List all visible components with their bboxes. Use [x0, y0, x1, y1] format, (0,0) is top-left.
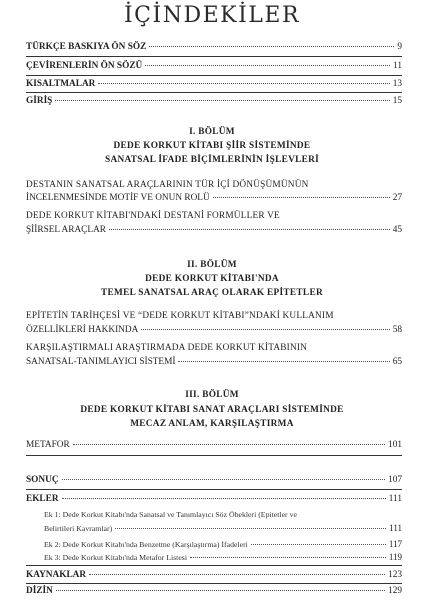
- toc-label: GİRİŞ: [26, 96, 53, 106]
- divider: [26, 583, 402, 584]
- toc-label: EKLER: [26, 494, 59, 504]
- toc-label: ÖZELLİKLERİ HAKKINDA: [26, 325, 139, 335]
- toc-entry-references[interactable]: [26, 570, 402, 581]
- toc-label: ŞİİRSEL ARAÇLAR: [26, 225, 106, 235]
- dot-leader: [62, 498, 386, 499]
- part-title-line: DEDE KORKUT KİTABI SANAT ARAÇLARI SİSTEMİNDE: [80, 405, 344, 415]
- toc-entry-index[interactable]: [26, 586, 402, 597]
- divider: [26, 56, 402, 57]
- dot-leader: [73, 444, 385, 445]
- toc-page-number: 58: [392, 325, 402, 335]
- toc-entry-line: EPİTETİN TARİHÇESİ VE “DEDE KORKUT KİTABI”NDAKİ KULLANIM: [26, 311, 334, 321]
- toc-page-number: 129: [388, 586, 402, 596]
- toc-entry-abbreviations[interactable]: [26, 79, 402, 90]
- toc-label: METAFOR: [26, 440, 70, 450]
- dot-leader: [55, 100, 389, 101]
- toc-label: İNCELENMESİNDE MOTİF VE ONUN ROLÜ: [26, 193, 210, 203]
- toc-entry-line: DESTANIN SANATSAL ARAÇLARININ TÜR İÇİ DÖNÜŞÜMÜNÜN: [26, 180, 309, 190]
- toc-page-number: 117: [388, 539, 402, 549]
- toc-entry-descriptive-system[interactable]: [26, 357, 402, 368]
- toc-page-number: 123: [388, 570, 402, 580]
- dot-leader: [149, 46, 394, 47]
- dot-leader: [56, 590, 385, 591]
- toc-entry-conclusion[interactable]: [26, 475, 402, 486]
- toc-page-number: 111: [388, 494, 402, 504]
- dot-leader: [89, 574, 385, 575]
- part-title-line: DEDE KORKUT KİTABI'NDA: [145, 274, 279, 284]
- part-heading: II. BÖLÜM: [187, 260, 237, 270]
- toc-entry-formulas[interactable]: [26, 225, 402, 236]
- part-title-line: TEMEL SANATSAL ARAÇ OLARAK EPİTETLER: [101, 288, 323, 298]
- toc-entry-epithet-history[interactable]: [26, 325, 402, 336]
- toc-label: TÜRKÇE BASKIYA ÖN SÖZ: [26, 42, 147, 52]
- toc-label: SONUÇ: [26, 475, 59, 485]
- toc-label: KISALTMALAR: [26, 79, 96, 89]
- toc-subentry-line: Ek 1: Dede Korkut Kitabı'nda Sanatsal ve Tanımlayıcı Söz Öbekleri (Epitetler ve: [44, 510, 297, 519]
- divider: [26, 75, 402, 76]
- toc-label: Belirtileri Kavramlar): [44, 524, 113, 533]
- dot-leader: [98, 83, 389, 84]
- dot-leader: [145, 65, 390, 66]
- dot-leader: [190, 557, 386, 558]
- part-title-line: MECAZ ANLAM, KARŞILAŞTIRMA: [130, 419, 294, 429]
- toc-page-number: 45: [392, 225, 402, 235]
- toc-label: KAYNAKLAR: [26, 570, 87, 580]
- dot-leader: [62, 479, 386, 480]
- toc-subentry-appendix-3[interactable]: [44, 552, 402, 563]
- toc-entry-line: DEDE KORKUT KİTABI'NDAKİ DESTANİ FORMÜLLER VE: [26, 211, 280, 221]
- toc-entry-appendices[interactable]: [26, 494, 402, 505]
- part-heading: I. BÖLÜM: [189, 127, 235, 137]
- dot-leader: [109, 229, 390, 230]
- toc-label: Ek 2: Dede Korkut Kitabı'nda Benzetme (Karşılaştırma) İfadeleri: [44, 540, 248, 549]
- toc-page-number: 101: [388, 440, 402, 450]
- part-title-line: SANATSAL İFADE BİÇİMLERİNİN İŞLEVLERİ: [104, 155, 320, 165]
- toc-entry-motif[interactable]: [26, 193, 402, 204]
- divider: [26, 565, 402, 566]
- toc-page-number: 11: [393, 61, 402, 71]
- toc-page-number: 15: [392, 96, 402, 106]
- dot-leader: [115, 528, 386, 529]
- toc-label: DİZİN: [26, 586, 53, 596]
- toc-label: ÇEVİRENLERİN ÖN SÖZÜ: [26, 61, 143, 71]
- divider: [26, 455, 402, 456]
- toc-page-number: 27: [392, 193, 402, 203]
- toc-label: Ek 3: Dede Korkut Kitabı'nda Metafor Listesi: [44, 553, 188, 562]
- toc-page-number: 65: [392, 357, 402, 367]
- part-heading: III. BÖLÜM: [185, 390, 239, 400]
- part-title-line: DEDE KORKUT KİTABI ŞİİR SİSTEMİNDE: [113, 141, 311, 151]
- toc-page-number: 107: [388, 475, 402, 485]
- divider: [26, 489, 402, 490]
- toc-entry-line: KARŞILAŞTIRMALI ARAŞTIRMADA DEDE KORKUT KİTABININ: [26, 343, 308, 353]
- dot-leader: [213, 197, 390, 198]
- toc-page-number: 9: [397, 42, 402, 52]
- toc-entry-metaphor[interactable]: [26, 440, 402, 451]
- dot-leader: [178, 361, 389, 362]
- toc-page-number: 13: [392, 79, 402, 89]
- toc-entry-preface-turkish[interactable]: [26, 42, 402, 53]
- toc-entry-preface-translators[interactable]: [26, 61, 402, 72]
- toc-subentry-appendix-1[interactable]: [44, 523, 402, 534]
- toc-label: SANATSAL-TANIMLAYICI SİSTEMİ: [26, 357, 176, 367]
- dot-leader: [251, 544, 386, 545]
- toc-entry-introduction[interactable]: [26, 96, 402, 107]
- divider: [26, 92, 402, 93]
- page-title: İÇİNDEKİLER: [123, 3, 301, 28]
- toc-page-number: 111: [389, 523, 402, 533]
- toc-page-number: 119: [388, 552, 402, 562]
- toc-subentry-appendix-2[interactable]: [44, 539, 402, 550]
- dot-leader: [141, 329, 389, 330]
